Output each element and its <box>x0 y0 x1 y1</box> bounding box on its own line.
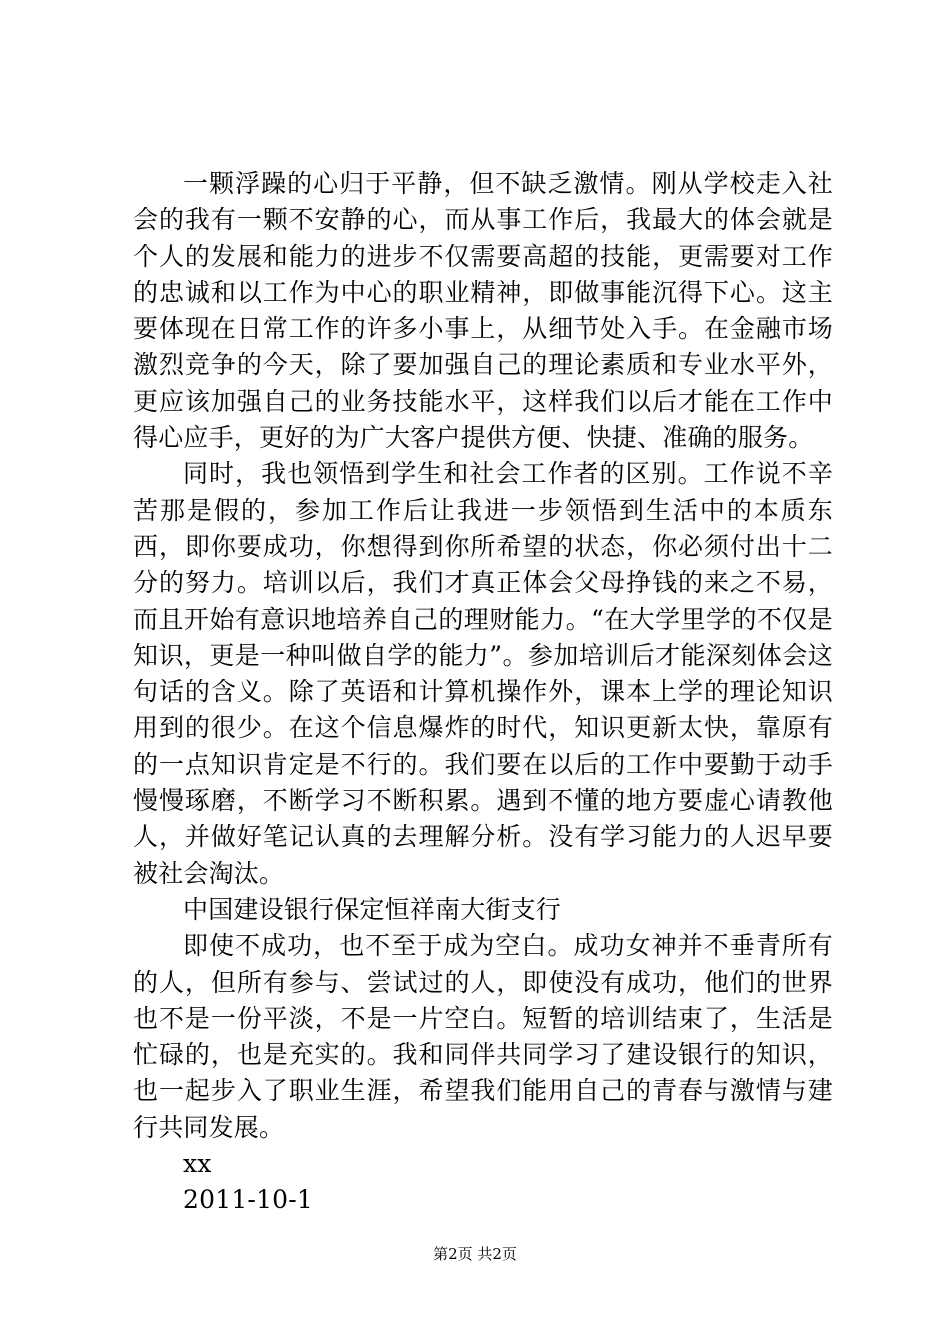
paragraph-student-vs-worker: 同时，我也领悟到学生和社会工作者的区别。工作说不辛苦那是假的，参加工作后让我进一步领悟到生活中的本质东西，即你要成功，你想得到你所希望的状态，你必须付出十二分的努力。培训以后，我们才真正体会父母挣钱的来之不易，而且开始有意识地培养自己的理财能力。“在大学里学的不仅是知识，更是一种叫做自学的能力”。参加培训后才能深刻体会这句话的含义。除了英语和计算机操作外，课本上学的理论知识用到的很少。在这个信息爆炸的时代，知识更新太快，靠原有的一点知识肯定是不行的。我们要在以后的工作中要勤于动手慢慢琢磨，不断学习不断积累。遇到不懂的地方要虚心请教他人，并做好笔记认真的去理解分析。没有学习能力的人迟早要被社会淘汰。 <box>133 459 833 888</box>
document-body <box>133 166 833 1219</box>
paragraph-calm-mind: 一颗浮躁的心归于平静，但不缺乏激情。刚从学校走入社会的我有一颗不安静的心，而从事工作后，我最大的体会就是个人的发展和能力的进步不仅需要高超的技能，更需要对工作的忠诚和以工作为中心的职业精神，即做事能沉得下心。这主要体现在日常工作的许多小事上，从细节处入手。在金融市场激烈竞争的今天，除了要加强自己的理论素质和专业水平外，更应该加强自己的业务技能水平，这样我们以后才能在工作中得心应手，更好的为广大客户提供方便、快捷、准确的服务。 <box>133 169 833 453</box>
page-footer: 第2页 共2页 <box>433 1245 517 1263</box>
branch-name: 中国建设银行保定恒祥南大街支行 <box>183 894 562 924</box>
paragraph-not-blank: 即使不成功，也不至于成为空白。成功女神并不垂青所有的人，但所有参与、尝试过的人，即使没有成功，他们的世界也不是一份平淡，不是一片空白。短暂的培训结束了，生活是忙碌的，也是充实的。我和同伴共同学习了建设银行的知识，也一起步入了职业生涯，希望我们能用自己的青春与激情与建行共同发展。 <box>133 931 833 1142</box>
date: 2011-10-1 <box>183 1185 314 1215</box>
signature: xx <box>183 1149 212 1179</box>
